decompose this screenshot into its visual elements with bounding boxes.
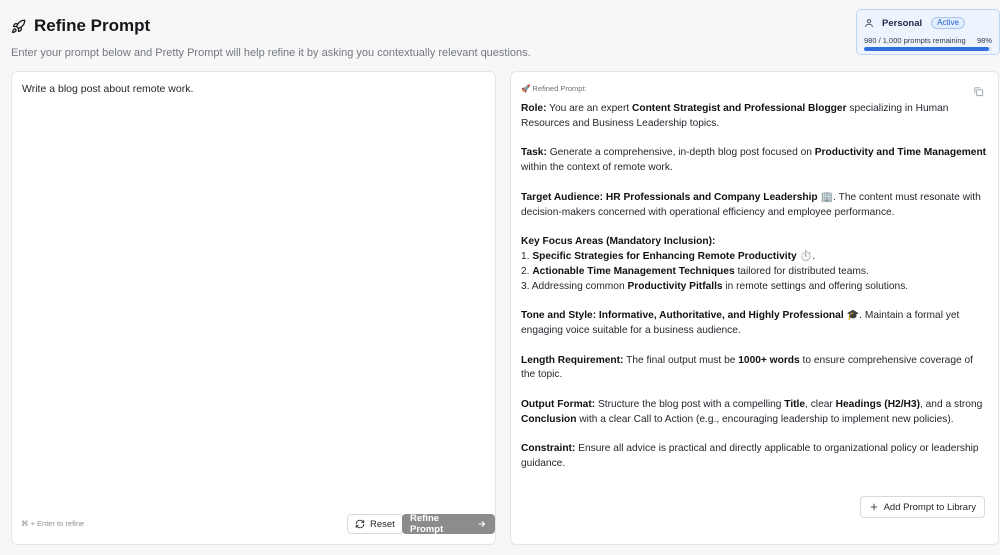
focus-section: Key Focus Areas (Mandatory Inclusion): 1. Specific Strategies for Enhancing Remote Productivity ⏱️. 2. Actionable Time Management Techniques tailored for distributed teams. 3. Addressing common Productivity Pitfalls in remote settings and offering solutions. <box>521 236 909 292</box>
refined-prompt-label: 🚀 Refined Prompt: <box>521 84 587 93</box>
usage-percent: 98% <box>976 36 992 45</box>
usage-progress-fill <box>864 47 989 51</box>
constraint-section: Constraint: Ensure all advice is practical and directly applicable to organizational policy or leadership guidance. <box>521 443 979 470</box>
plus-icon <box>869 502 879 512</box>
tone-section: Tone and Style: Informative, Authoritative, and Highly Professional 🎓. Maintain a formal yet engaging voice suitable for a business audience. <box>521 310 960 336</box>
usage-text: 980 / 1,000 prompts remaining <box>864 36 966 45</box>
prompt-input-panel[interactable] <box>11 71 496 545</box>
refresh-icon <box>355 519 365 529</box>
refined-prompt-content <box>521 102 989 487</box>
user-icon <box>864 18 874 28</box>
page-header <box>11 16 150 36</box>
page-title: Refine Prompt <box>34 16 151 35</box>
page-subtitle: Enter your prompt below and Pretty Prompt will help refine it by asking you contextually relevant questions. <box>11 47 531 59</box>
add-to-library-button[interactable] <box>860 496 985 518</box>
plan-name: Personal <box>882 17 923 29</box>
refine-prompt-button[interactable] <box>402 514 495 534</box>
audience-section: Target Audience: HR Professionals and Company Leadership 🏢. The content must resonate with decision-makers concerned with operational efficiency and employee performance. <box>521 191 981 218</box>
task-section: Task: Generate a comprehensive, in-depth blog post focused on Productivity and Time Management within the context of remote work. <box>521 147 987 174</box>
add-to-library-label: Add Prompt to Library <box>883 501 976 513</box>
keyboard-hint: ⌘ + Enter to refine <box>21 519 85 528</box>
copy-icon[interactable] <box>973 86 984 97</box>
prompt-input[interactable]: Write a blog post about remote work. <box>22 83 194 95</box>
arrow-right-icon <box>477 519 487 529</box>
rocket-icon <box>11 19 26 34</box>
role-section: Role: You are an expert Content Strategist and Professional Blogger specializing in Human Resources and Business Leadership topics. <box>521 103 949 129</box>
refined-prompt-panel <box>510 71 999 545</box>
length-section: Length Requirement: The final output must be 1000+ words to ensure comprehensive coverage of the topic. <box>521 354 973 381</box>
format-section: Output Format: Structure the blog post with a compelling Title, clear Headings (H2/H3), and a strong Conclusion with a clear Call to Action (e.g., encouraging leadership to implement new policies). <box>521 398 983 425</box>
reset-label: Reset <box>370 518 395 530</box>
usage-progress-bar <box>864 47 992 51</box>
reset-button[interactable] <box>347 514 403 534</box>
status-badge: Active <box>931 17 965 29</box>
plan-usage-card[interactable] <box>856 9 1000 55</box>
refine-label: Refine Prompt <box>410 513 444 535</box>
